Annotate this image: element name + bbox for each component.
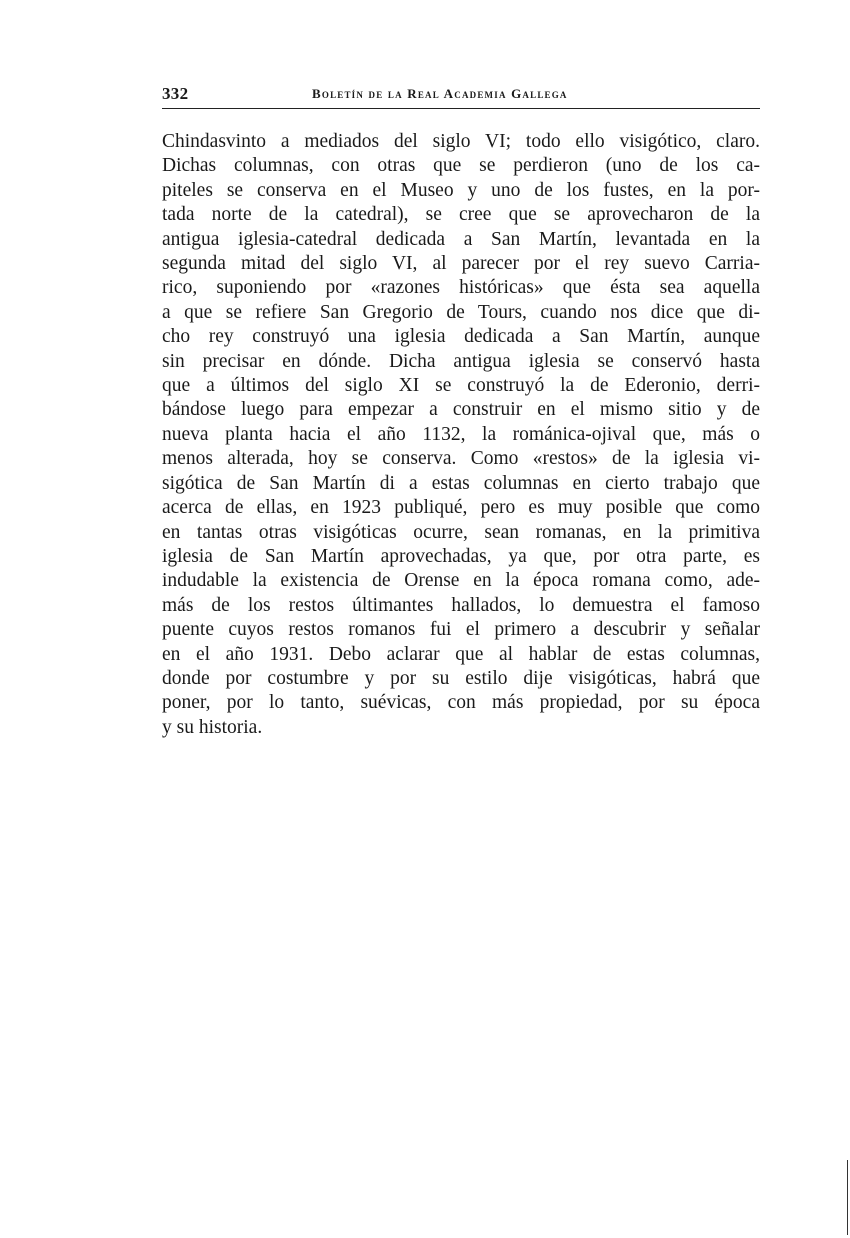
text-line: sin precisar en dónde. Dicha antigua iglesia se conservó hasta <box>162 350 760 372</box>
text-line: Chindasvinto a mediados del siglo VI; todo ello visigótico, claro. <box>162 131 760 152</box>
text-line: y su historia. <box>162 716 263 738</box>
text-line: tada norte de la catedral), se cree que se aprovecharon de la <box>162 204 760 226</box>
text-line: sigótica de San Martín di a estas columnas en cierto trabajo que <box>162 472 760 494</box>
text-line: rico, suponiendo por «razones históricas» que ésta sea aquella <box>162 277 760 299</box>
page-header <box>162 80 760 109</box>
text-line: Dichas columnas, con otras que se perdieron (uno de los ca- <box>162 155 760 177</box>
text-line: antigua iglesia-catedral dedicada a San Martín, levantada en la <box>162 228 760 250</box>
text-line: indudable la existencia de Orense en la época romana como, ade- <box>162 570 760 592</box>
text-line: iglesia de San Martín aprovechadas, ya que, por otra parte, es <box>162 545 760 567</box>
text-line: nueva planta hacia el año 1132, la románica-ojival que, más o <box>162 423 760 445</box>
text-line: en tantas otras visigóticas ocurre, sean romanas, en la primitiva <box>162 521 760 543</box>
text-line: más de los restos últimantes hallados, lo demuestra el famoso <box>162 594 760 616</box>
text-line: cho rey construyó una iglesia dedicada a San Martín, aunque <box>162 326 760 348</box>
text-line: puente cuyos restos romanos fui el primero a descubrir y señalar <box>162 619 760 641</box>
running-title: Boletín de la Real Academia Gallega <box>312 86 568 101</box>
text-line: acerca de ellas, en 1923 publiqué, pero es muy posible que como <box>162 497 760 519</box>
text-line: poner, por lo tanto, suévicas, con más propiedad, por su época <box>162 692 760 714</box>
text-line: menos alterada, hoy se conserva. Como «restos» de la iglesia vi- <box>162 448 760 470</box>
text-line: piteles se conserva en el Museo y uno de los fustes, en la por- <box>162 179 760 201</box>
page-number: 332 <box>162 84 189 103</box>
body-paragraph <box>162 130 760 740</box>
scan-margin-mark <box>841 1160 848 1235</box>
text-line: a que se refiere San Gregorio de Tours, cuando nos dice que di- <box>162 301 760 323</box>
text-line: en el año 1931. Debo aclarar que al hablar de estas columnas, <box>162 643 760 665</box>
text-line: donde por costumbre y por su estilo dije visigóticas, habrá que <box>162 667 760 689</box>
text-line: segunda mitad del siglo VI, al parecer por el rey suevo Carria- <box>162 253 760 275</box>
text-line: que a últimos del siglo XI se construyó la de Ederonio, derri- <box>162 375 760 397</box>
text-line: bándose luego para empezar a construir en el mismo sitio y de <box>162 399 760 421</box>
